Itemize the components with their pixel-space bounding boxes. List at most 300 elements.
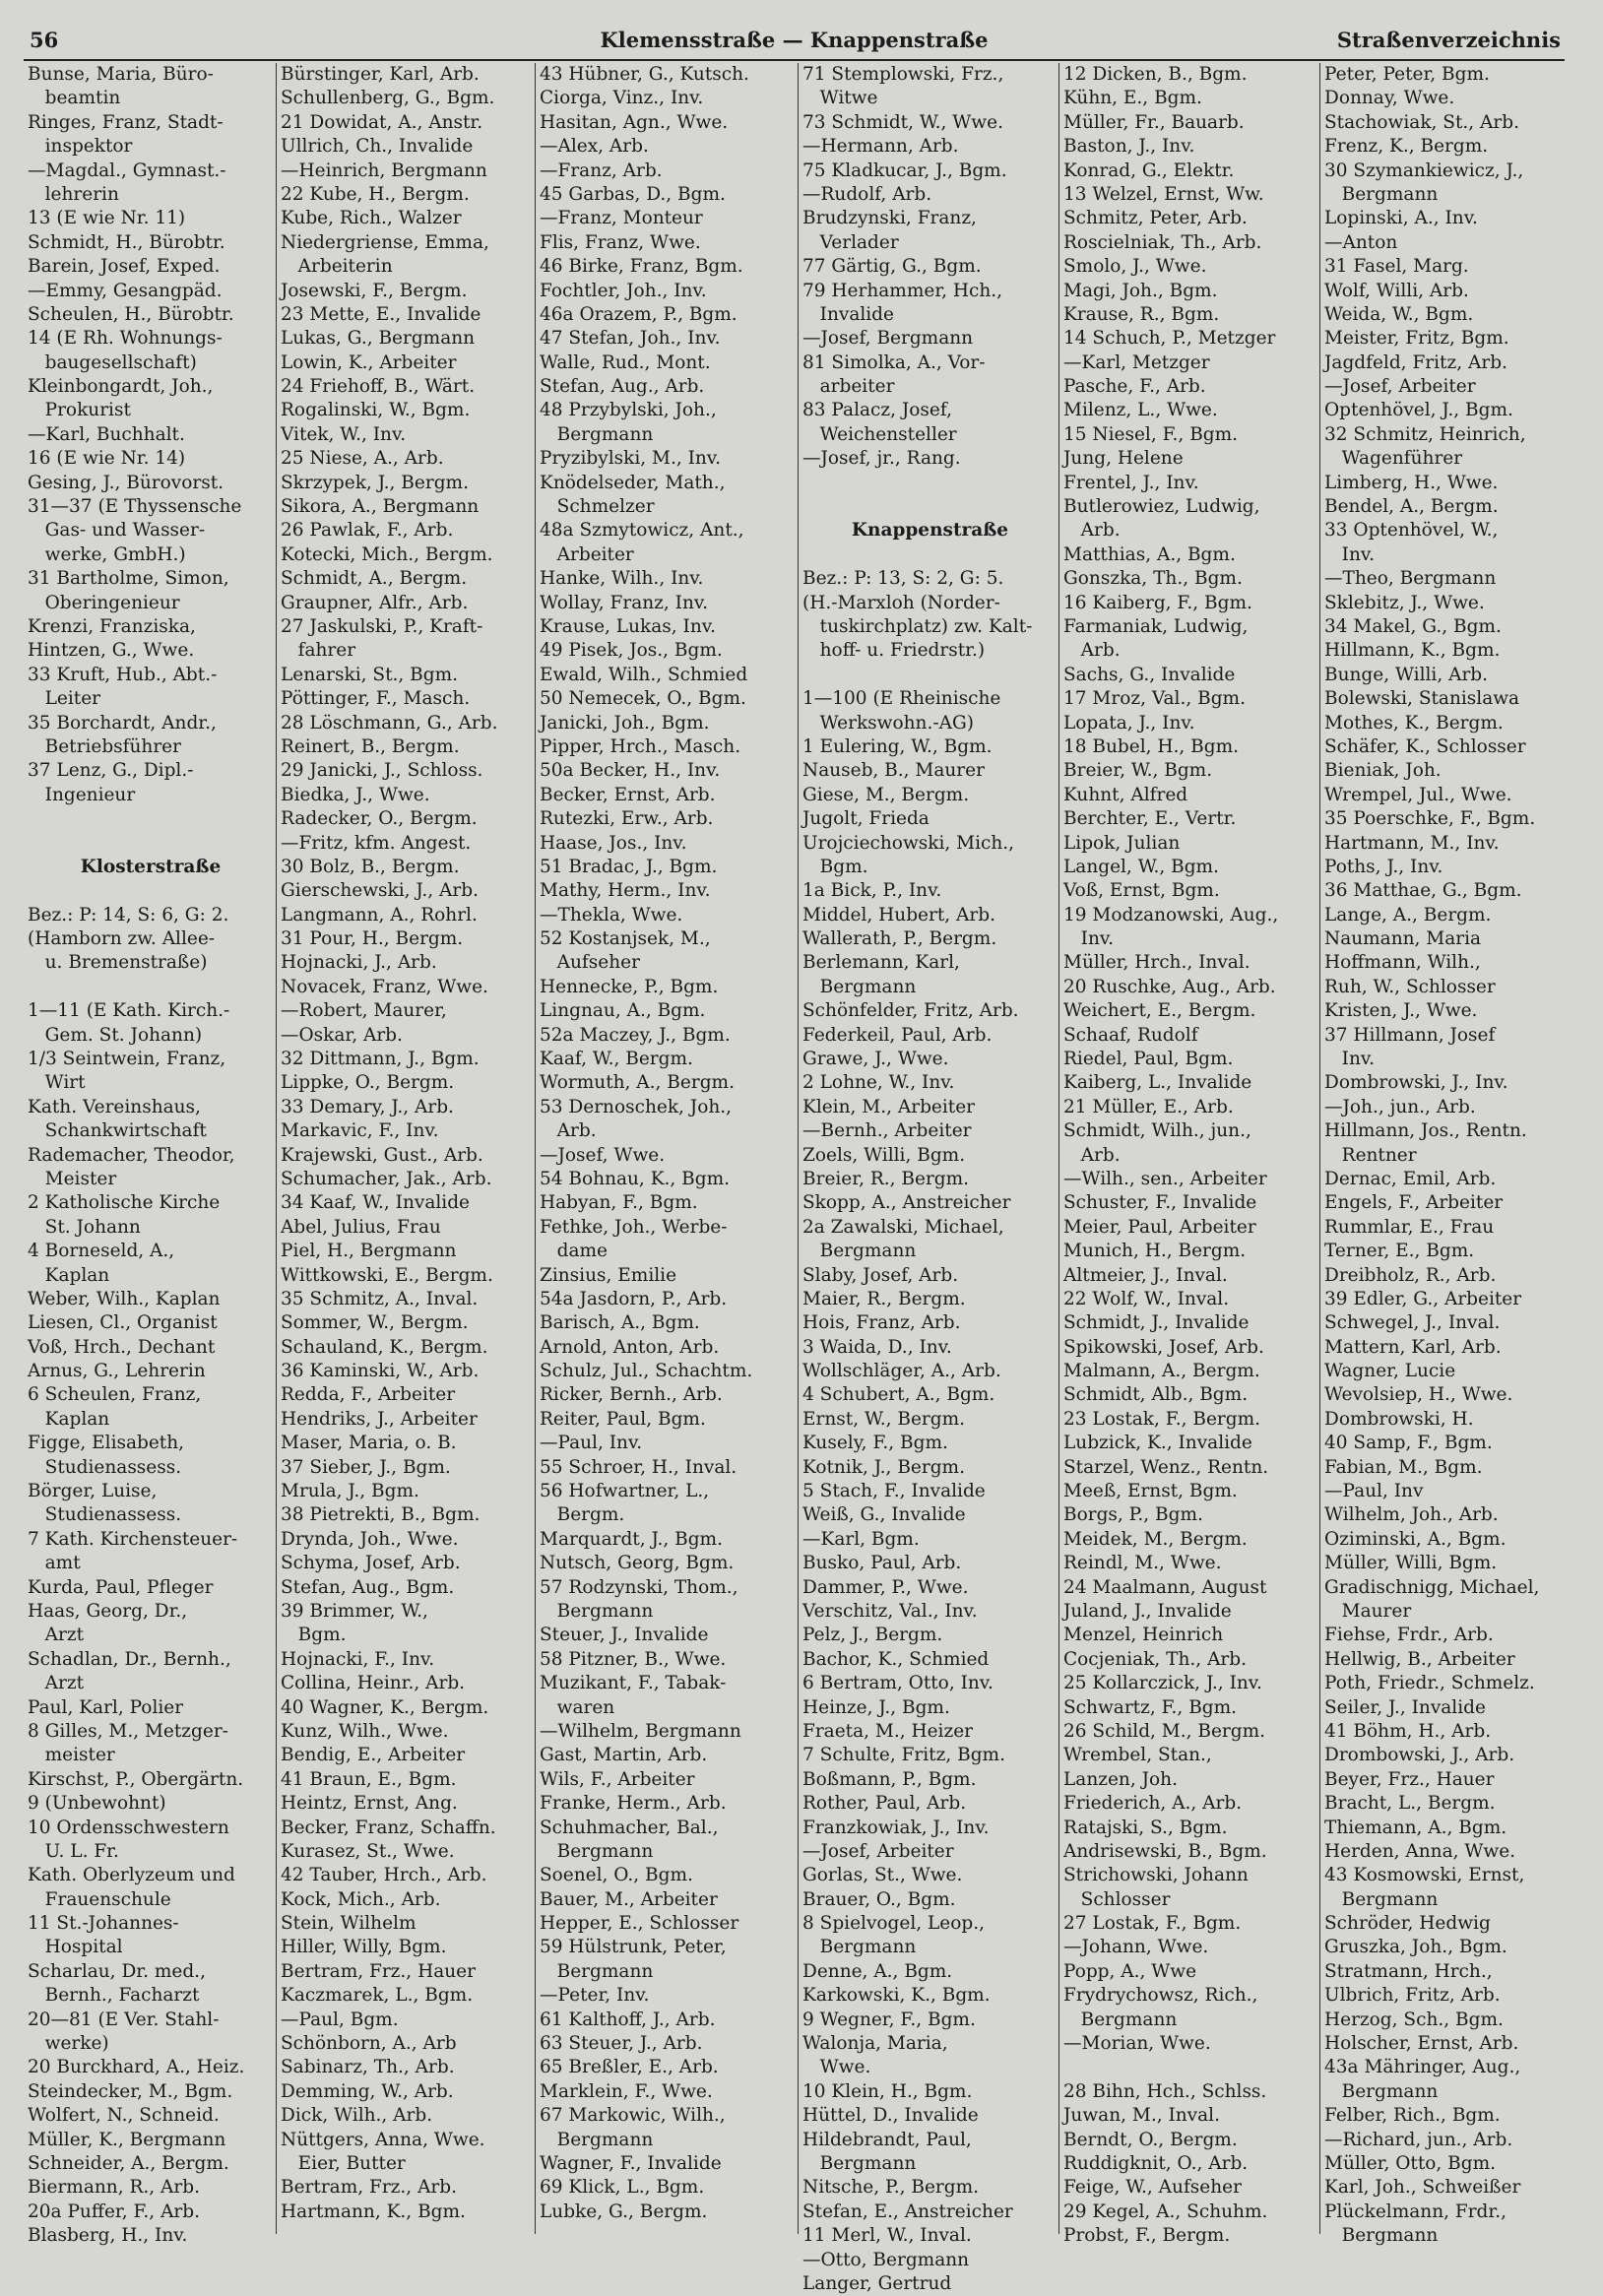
directory-line: Schyma, Josef, Arb. [281, 1553, 461, 1574]
directory-line: Wallerath, P., Bergm. [802, 928, 997, 950]
directory-line: Liesen, Cl., Organist [28, 1312, 218, 1334]
directory-line: 1a Bick, P., Inv. [802, 880, 942, 902]
directory-line: —Franz, Arb. [540, 159, 663, 181]
directory-line: Herden, Anna, Wwe. [1324, 1840, 1516, 1862]
directory-line: Blasberg, H., Inv. [28, 2225, 188, 2247]
section-title: Straßenverzeichnis [1336, 28, 1561, 52]
directory-line: 30 Szymankiewicz, J., [1324, 159, 1524, 181]
directory-line: Kotecki, Mich., Bergm. [281, 543, 493, 565]
directory-line: Maier, R., Bergm. [802, 1288, 966, 1309]
directory-line: Dombrowski, J., Inv. [1324, 1072, 1508, 1094]
directory-line: Schneider, A., Bergm. [28, 2152, 229, 2174]
directory-line: Kleinbongardt, Joh., [28, 376, 214, 398]
column-3 [535, 63, 797, 2234]
directory-line: 77 Gärtig, G., Bgm. [802, 256, 982, 278]
directory-line: Konrad, G., Elektr. [1063, 159, 1235, 181]
directory-line: 7 Schulte, Fritz, Bgm. [802, 1745, 1005, 1766]
directory-line: 37 Hillmann, Josef [1324, 1024, 1496, 1046]
directory-line: 13 (E wie Nr. 11) [28, 208, 186, 229]
directory-line: —Oskar, Arb. [281, 1024, 403, 1046]
directory-line: Busko, Paul, Arb. [802, 1553, 962, 1574]
directory-line: Denne, A., Bgm. [802, 1960, 953, 1982]
directory-line: Reindl, M., Wwe. [1063, 1553, 1222, 1574]
directory-line: —Josef, Bergmann [802, 328, 974, 350]
directory-line: Fraeta, M., Heizer [802, 1720, 974, 1742]
directory-line: Lippke, O., Bergm. [281, 1072, 455, 1094]
directory-line: Soenel, O., Bgm. [540, 1865, 693, 1886]
directory-line: Brudzynski, Franz, [802, 208, 977, 229]
directory-line: 29 Janicki, J., Schloss. [281, 760, 483, 782]
directory-line: Weiß, G., Invalide [802, 1504, 966, 1526]
directory-line: Gast, Martin, Arb. [540, 1745, 708, 1766]
directory-line: Naumann, Maria [1324, 928, 1482, 950]
directory-line: Schmidt, Alb., Bgm. [1063, 1384, 1249, 1406]
directory-line: Oberingenieur [28, 592, 180, 613]
directory-line: Bergmann [1063, 2009, 1178, 2030]
directory-line: Wagner, Lucie [1324, 1361, 1456, 1382]
directory-line: Optenhövel, J., Bgm. [1324, 400, 1513, 421]
directory-line: Kaiberg, L., Invalide [1063, 1072, 1252, 1094]
directory-line: Muzikant, F., Tabak- [540, 1673, 727, 1694]
directory-line: 31 Fasel, Marg. [1324, 256, 1469, 278]
directory-line: Poth, Friedr., Schmelz. [1324, 1673, 1535, 1694]
directory-line: 49 Pisek, Jos., Bgm. [540, 640, 723, 662]
directory-line: 83 Palacz, Josef, [802, 400, 952, 421]
directory-line: Smolo, J., Wwe. [1063, 256, 1207, 278]
directory-line: Malmann, A., Bergm. [1063, 1361, 1260, 1382]
directory-line: Schönfelder, Fritz, Arb. [802, 1000, 1019, 1022]
directory-line: Juland, J., Invalide [1063, 1601, 1232, 1622]
directory-line: Novacek, Franz, Wwe. [281, 976, 488, 997]
directory-line: Kühn, E., Bgm. [1063, 88, 1202, 109]
directory-line: Scharlau, Dr. med., [28, 1960, 206, 1982]
directory-line: Inv. [1324, 543, 1376, 565]
directory-line: 59 Hülstrunk, Peter, [540, 1937, 727, 1958]
directory-line: 37 Lenz, G., Dipl.- [28, 760, 194, 782]
directory-line: 22 Kube, H., Bergm. [281, 183, 470, 205]
directory-line: 50a Becker, H., Inv. [540, 760, 721, 782]
directory-line: Voß, Hrch., Dechant [28, 1336, 216, 1358]
directory-line: Rummlar, E., Frau [1324, 1216, 1495, 1238]
directory-line: Kirschst, P., Obergärtn. [28, 1768, 244, 1790]
directory-line: arbeiter [802, 376, 895, 398]
directory-line: Verschitz, Val., Inv. [802, 1601, 978, 1622]
directory-line: 6 Bertram, Otto, Inv. [802, 1673, 994, 1694]
directory-line: 20a Puffer, F., Arb. [28, 2200, 201, 2222]
directory-line: 28 Bihn, Hch., Schlss. [1063, 2080, 1267, 2102]
directory-line: Krause, Lukas, Inv. [540, 615, 716, 637]
directory-line [799, 495, 1058, 519]
directory-line: Jugolt, Frieda [802, 808, 930, 830]
directory-line: Schauland, K., Bergm. [281, 1336, 488, 1358]
directory-line: Müller, Fr., Bauarb. [1063, 111, 1245, 133]
directory-line: Rutezki, Erw., Arb. [540, 808, 714, 830]
directory-line: Demming, W., Arb. [281, 2080, 454, 2102]
directory-line: Brauer, O., Bgm. [802, 1888, 956, 1910]
directory-line: —Morian, Wwe. [1063, 2033, 1211, 2055]
directory-line: Bergmann [1324, 2225, 1439, 2247]
directory-line: Wagenführer [1324, 448, 1463, 470]
directory-line: Dernac, Emil, Arb. [1324, 1168, 1497, 1189]
directory-line: Berchter, E., Vertr. [1063, 808, 1237, 830]
column-4 [798, 63, 1058, 2294]
directory-line: Meidek, M., Bergm. [1063, 1528, 1248, 1550]
directory-line: Fethke, Joh., Werbe- [540, 1216, 728, 1238]
directory-line: 48a Szmytowicz, Ant., [540, 520, 744, 542]
directory-line: Bergmann [540, 2129, 654, 2150]
directory-line: Ingenieur [28, 784, 136, 805]
directory-line: 7 Kath. Kirchensteuer- [28, 1528, 238, 1550]
directory-line: 2a Zawalski, Michael, [802, 1216, 1004, 1238]
directory-line: Feige, W., Aufseher [1063, 2177, 1242, 2199]
directory-line: 3 Waida, D., Inv. [802, 1336, 952, 1358]
directory-line: Lubke, G., Bergm. [540, 2200, 708, 2222]
directory-line: Gas- und Wasser- [28, 520, 206, 542]
directory-line: Frenz, K., Bergm. [1324, 136, 1489, 158]
directory-line: —Magdal., Gymnast.- [28, 159, 226, 181]
directory-line: Franzkowiak, J., Inv. [802, 1817, 990, 1838]
directory-line: —Fritz, kfm. Angest. [281, 832, 472, 854]
directory-line: 9 Wegner, F., Bgm. [802, 2009, 976, 2030]
directory-line: 4 Schubert, A., Bgm. [802, 1384, 995, 1406]
directory-line: —Wilhelm, Bergmann [540, 1720, 741, 1742]
directory-line: Ringes, Franz, Stadt- [28, 111, 224, 133]
directory-line: 6 Scheulen, Franz, [28, 1384, 202, 1406]
directory-line: Hillmann, K., Bgm. [1324, 640, 1501, 662]
directory-line: Altmeier, J., Inval. [1063, 1264, 1228, 1286]
directory-line: 1—100 (E Rheinische [802, 688, 1001, 710]
directory-line: Stefan, Aug., Bgm. [281, 1576, 455, 1598]
directory-line: Bracht, L., Bergm. [1324, 1793, 1496, 1815]
directory-line: 56 Hofwartner, L., [540, 1481, 710, 1502]
directory-line: Wagner, F., Invalide [540, 2152, 722, 2174]
directory-line: Gradischnigg, Michael, [1324, 1576, 1540, 1598]
directory-line: Karkowski, K., Bgm. [802, 1985, 991, 2007]
directory-line: Bergmann [540, 1960, 654, 1982]
directory-line: 37 Sieber, J., Bgm. [281, 1456, 451, 1478]
directory-line: Krajewski, Gust., Arb. [281, 1144, 483, 1166]
directory-line: Hüttel, D., Invalide [802, 2105, 979, 2127]
directory-line: 32 Dittmann, J., Bgm. [281, 1049, 480, 1070]
directory-line: 1—11 (E Kath. Kirch.- [28, 1000, 230, 1022]
directory-line: Kaplan [28, 1264, 110, 1286]
directory-line: Schmelzer [540, 496, 655, 518]
directory-line: Bergmann [802, 1937, 917, 1958]
directory-line: 34 Makel, G., Bgm. [1324, 615, 1502, 637]
directory-line: Schulz, Jul., Schachtm. [540, 1361, 753, 1382]
directory-line: Bergmann [1324, 2080, 1439, 2102]
directory-line: 63 Steuer, J., Arb. [540, 2033, 703, 2055]
directory-line: Lenarski, St., Bgm. [281, 664, 459, 685]
directory-line: (Hamborn zw. Allee- [28, 928, 216, 950]
directory-line: Pipper, Hrch., Masch. [540, 735, 741, 757]
directory-line: Ricker, Bernh., Arb. [540, 1384, 723, 1406]
directory-line: 8 Gilles, M., Metzger- [28, 1720, 228, 1742]
directory-line: 26 Pawlak, F., Arb. [281, 520, 454, 542]
directory-line: Dreibholz, R., Arb. [1324, 1264, 1497, 1286]
directory-line: Nauseb, B., Maurer [802, 760, 985, 782]
directory-line: 15 Niesel, F., Bgm. [1063, 423, 1239, 445]
directory-line: 20 Burckhard, A., Heiz. [28, 2057, 245, 2078]
directory-line: Rother, Paul, Arb. [802, 1793, 967, 1815]
directory-line: Arbeiterin [281, 256, 393, 278]
directory-line: Spikowski, Josef, Arb. [1063, 1336, 1264, 1358]
directory-line: 9 (Unbewohnt) [28, 1793, 166, 1815]
directory-line: Strichowski, Johann [1063, 1865, 1249, 1886]
directory-line: Kaaf, W., Bergm. [540, 1049, 693, 1070]
directory-line: 55 Schroer, H., Inval. [540, 1456, 737, 1478]
directory-line: Cocjeniak, Th., Arb. [1063, 1648, 1247, 1670]
directory-line: —Rudolf, Arb. [802, 183, 932, 205]
directory-line: Matthias, A., Bgm. [1063, 543, 1236, 565]
directory-line: —Heinrich, Bergmann [281, 159, 487, 181]
directory-line: Bolewski, Stanislawa [1324, 688, 1520, 710]
directory-line: Herzog, Sch., Bgm. [1324, 2009, 1504, 2030]
directory-line: Leiter [28, 688, 101, 710]
directory-line: Ratajski, S., Bgm. [1063, 1817, 1228, 1838]
directory-line: Butlerowiez, Ludwig, [1063, 496, 1260, 518]
column-5 [1058, 63, 1318, 2247]
directory-line: Wirt [28, 1072, 86, 1094]
directory-line: Jung, Helene [1063, 448, 1184, 470]
directory-line: 24 Friehoff, B., Wärt. [281, 376, 476, 398]
directory-line: Pelz, J., Bergm. [802, 1625, 943, 1646]
directory-line: Schankwirtschaft [28, 1120, 207, 1142]
directory-line: Walle, Rud., Mont. [540, 351, 711, 373]
directory-line: Skrzypek, J., Bergm. [281, 472, 469, 493]
directory-line: Hospital [28, 1937, 123, 1958]
directory-line: Stachowiak, St., Arb. [1324, 111, 1519, 133]
directory-line: Gonszka, Th., Bgm. [1063, 568, 1243, 590]
directory-line: —Bernh., Arbeiter [802, 1120, 972, 1142]
directory-line: 71 Stemplowski, Frz., [802, 64, 1004, 85]
directory-line: Schuster, F., Invalide [1063, 1192, 1257, 1214]
directory-line: Radecker, O., Bergm. [281, 808, 478, 830]
directory-line: Farmaniak, Ludwig, [1063, 615, 1249, 637]
directory-line: 8 Spielvogel, Leop., [802, 1913, 985, 1935]
directory-line: Bergmann [540, 1840, 654, 1862]
directory-line: meister [28, 1745, 115, 1766]
directory-line: 52a Maczey, J., Bgm. [540, 1024, 731, 1046]
directory-line: Bergmann [540, 423, 654, 445]
directory-line: u. Bremenstraße) [28, 952, 208, 974]
directory-line: Pasche, F., Arb. [1063, 376, 1206, 398]
directory-line: Kurasez, St., Wwe. [281, 1840, 455, 1862]
directory-line: Redda, F., Arbeiter [281, 1384, 456, 1406]
directory-line: Betriebsführer [28, 735, 181, 757]
directory-line: Vitek, W., Inv. [281, 423, 407, 445]
directory-line [24, 832, 274, 856]
directory-line: Steuer, J., Invalide [540, 1625, 709, 1646]
directory-line: Schadlan, Dr., Bernh., [28, 1648, 231, 1670]
directory-line: 21 Müller, E., Arb. [1063, 1096, 1234, 1117]
directory-line: Sikora, A., Bergmann [281, 496, 480, 518]
directory-line: Schmidt, H., Bürobtr. [28, 231, 225, 253]
directory-line: inspektor [28, 136, 133, 158]
directory-line: 11 St.-Johannes- [28, 1913, 179, 1935]
directory-line: Bgm. [281, 1625, 347, 1646]
directory-line: —Wilh., sen., Arbeiter [1063, 1168, 1267, 1189]
directory-line: Meister, Fritz, Bgm. [1324, 328, 1509, 350]
directory-line: Hiller, Willy, Bgm. [281, 1937, 447, 1958]
directory-line: Kotnik, J., Bergm. [802, 1456, 965, 1478]
directory-line: Paul, Karl, Polier [28, 1696, 184, 1718]
directory-line: Pöttinger, F., Masch. [281, 688, 471, 710]
directory-line: Milenz, L., Wwe. [1063, 400, 1218, 421]
directory-line: Steindecker, M., Bgm. [28, 2080, 233, 2102]
directory-line: Walonja, Maria, [802, 2033, 948, 2055]
directory-line: —Karl, Metzger [1063, 351, 1210, 373]
directory-line: 25 Kollarczick, J., Inv. [1063, 1673, 1262, 1694]
directory-line: Arb. [1063, 1144, 1121, 1166]
directory-line: 36 Kaminski, W., Arb. [281, 1361, 480, 1382]
directory-line: 18 Bubel, H., Bgm. [1063, 735, 1240, 757]
directory-line: Frydrychowsz, Rich., [1063, 1985, 1258, 2007]
directory-line: Bergmann [1324, 183, 1439, 205]
directory-line: Sommer, W., Bergm. [281, 1312, 469, 1334]
directory-line: 2 Katholische Kirche [28, 1192, 221, 1214]
directory-line: Kock, Mich., Arb. [281, 1888, 441, 1910]
directory-line: Hartmann, K., Bgm. [281, 2200, 466, 2222]
directory-line: Schönborn, A., Arb [281, 2033, 457, 2055]
directory-line: 28 Löschmann, G., Arb. [281, 712, 498, 733]
directory-line: 81 Simolka, A., Vor- [802, 351, 986, 373]
directory-line: Langmann, A., Rohrl. [281, 904, 478, 925]
directory-line [1059, 2056, 1318, 2079]
directory-line: 4 Borneseld, A., [28, 1241, 175, 1262]
directory-line: Hojnacki, J., Arb. [281, 952, 437, 974]
directory-line: 58 Pitzner, B., Wwe. [540, 1648, 727, 1670]
directory-line: —Theo, Bergmann [1324, 568, 1497, 590]
directory-line: Drynda, Joh., Wwe. [281, 1528, 459, 1550]
directory-line: Starzel, Wenz., Rentn. [1063, 1456, 1269, 1478]
directory-line: werke, GmbH.) [28, 543, 186, 565]
directory-line: Bergmann [540, 1601, 654, 1622]
directory-line: 23 Mette, E., Invalide [281, 303, 481, 325]
directory-line: Hennecke, P., Bgm. [540, 976, 719, 997]
directory-line [24, 807, 274, 831]
directory-line: 51 Bradac, J., Bgm. [540, 856, 718, 877]
directory-line: 35 Borchardt, Andr., [28, 712, 217, 733]
directory-line: Werkswohn.-AG) [802, 712, 974, 733]
directory-line: —Robert, Maurer, [281, 1000, 447, 1022]
directory-line: Arnold, Anton, Arb. [540, 1336, 720, 1358]
directory-line: Rademacher, Theodor, [28, 1144, 235, 1166]
directory-line: 34 Kaaf, W., Invalide [281, 1192, 471, 1214]
directory-line: Hasitan, Agn., Wwe. [540, 111, 729, 133]
directory-line: Franke, Herm., Arb. [540, 1793, 727, 1815]
directory-line: Börger, Luise, [28, 1481, 158, 1502]
directory-line: 10 Klein, H., Bgm. [802, 2080, 973, 2102]
directory-line: 33 Demary, J., Arb. [281, 1096, 454, 1117]
directory-line: Juwan, M., Inval. [1063, 2105, 1220, 2127]
directory-line: —Joh., jun., Arb. [1324, 1096, 1476, 1117]
directory-line: —Paul, Bgm. [281, 2009, 399, 2030]
directory-line: 54 Bohnau, K., Bgm. [540, 1168, 731, 1189]
directory-line: Hoffmann, Wilh., [1324, 952, 1481, 974]
directory-line: 41 Braun, E., Bgm. [281, 1768, 457, 1790]
directory-line: Lingnau, A., Bgm. [540, 1000, 706, 1022]
directory-line: Haas, Georg, Dr., [28, 1601, 188, 1622]
directory-line: Bertram, Frz., Arb. [281, 2177, 457, 2199]
directory-line: —Karl, Bgm. [802, 1528, 920, 1550]
directory-line: Abel, Julius, Frau [281, 1216, 441, 1238]
directory-line: Bergmann [1324, 1888, 1439, 1910]
directory-line: Arzt [28, 1625, 85, 1646]
directory-line: 38 Pietrekti, B., Bgm. [281, 1504, 481, 1526]
directory-line: Ullrich, Ch., Invalide [281, 136, 474, 158]
directory-line: Schmidt, J., Invalide [1063, 1312, 1250, 1334]
directory-line: Dammer, P., Wwe. [802, 1576, 969, 1598]
directory-line: 69 Klick, L., Bgm. [540, 2177, 705, 2199]
directory-line: Slaby, Josef, Arb. [802, 1264, 959, 1286]
directory-line: Bergmann [802, 2152, 917, 2174]
directory-line: Ernst, W., Bergm. [802, 1408, 966, 1430]
directory-line: 57 Rodzynski, Thom., [540, 1576, 738, 1598]
directory-line: Schmidt, A., Bergm. [281, 568, 468, 590]
directory-line: Lipok, Julian [1063, 832, 1181, 854]
directory-line: Wolf, Willi, Arb. [1324, 280, 1469, 301]
directory-line: Federkeil, Paul, Arb. [802, 1024, 993, 1046]
directory-line: Hellwig, B., Arbeiter [1324, 1648, 1515, 1670]
directory-line: Witwe [802, 88, 878, 109]
directory-line: —Peter, Inv. [540, 1985, 650, 2007]
directory-line: Berndt, O., Bergm. [1063, 2129, 1238, 2150]
directory-line: Lange, A., Bergm. [1324, 904, 1492, 925]
directory-line: Donnay, Wwe. [1324, 88, 1455, 109]
directory-line: Bunse, Maria, Büro- [28, 64, 214, 85]
directory-line: Ewald, Wilh., Schmied [540, 664, 748, 685]
directory-line: Studienassess. [28, 1456, 182, 1478]
directory-line: Kusely, F., Bgm. [802, 1433, 948, 1454]
directory-line: Friederich, A., Arb. [1063, 1793, 1243, 1815]
directory-line: Arzt [28, 1673, 85, 1694]
directory-line: 32 Schmitz, Heinrich, [1324, 423, 1526, 445]
directory-line: Biedka, J., Wwe. [281, 784, 430, 805]
directory-line: Fabian, M., Bgm. [1324, 1456, 1483, 1478]
directory-line: Aufseher [540, 952, 640, 974]
directory-line: Weber, Wilh., Kaplan [28, 1288, 221, 1309]
directory-line: 31 Pour, H., Bergm. [281, 928, 464, 950]
directory-line: Nitsche, P., Bergm. [802, 2177, 980, 2199]
directory-line: Limberg, H., Wwe. [1324, 472, 1499, 493]
directory-line: 20—81 (E Ver. Stahl- [28, 2009, 220, 2030]
directory-line: Weichert, E., Bergm. [1063, 1000, 1256, 1022]
directory-line: Maser, Maria, o. B. [281, 1433, 457, 1454]
directory-line: Studienassess. [28, 1504, 182, 1526]
directory-line: 33 Kruft, Hub., Abt.- [28, 664, 218, 685]
directory-line: waren [540, 1696, 615, 1718]
directory-line: 19 Modzanowski, Aug., [1063, 904, 1279, 925]
directory-line: 27 Lostak, F., Bgm. [1063, 1913, 1242, 1935]
directory-line: 43 Hübner, G., Kutsch. [540, 64, 749, 85]
directory-line: Schlosser [1063, 1888, 1171, 1910]
directory-line: —Anton [1324, 231, 1398, 253]
directory-line: Voß, Ernst, Bgm. [1063, 880, 1220, 902]
directory-line: 65 Breßler, E., Arb. [540, 2057, 719, 2078]
directory-line: 45 Garbas, D., Bgm. [540, 183, 726, 205]
directory-line: 43a Mähringer, Aug., [1324, 2057, 1521, 2078]
directory-line: Kaczmarek, L., Bgm. [281, 1985, 474, 2007]
directory-line: Verlader [802, 231, 899, 253]
directory-line: U. L. Fr. [28, 1840, 119, 1862]
directory-line: Breier, W., Bgm. [1063, 760, 1213, 782]
directory-line: Beyer, Frz., Hauer [1324, 1768, 1495, 1790]
directory-line: Hildebrandt, Paul, [802, 2129, 972, 2150]
directory-line: Zoels, Willi, Bgm. [802, 1144, 966, 1166]
directory-line: 26 Schild, M., Bergm. [1063, 1720, 1266, 1742]
directory-line: —Hermann, Arb. [802, 136, 959, 158]
